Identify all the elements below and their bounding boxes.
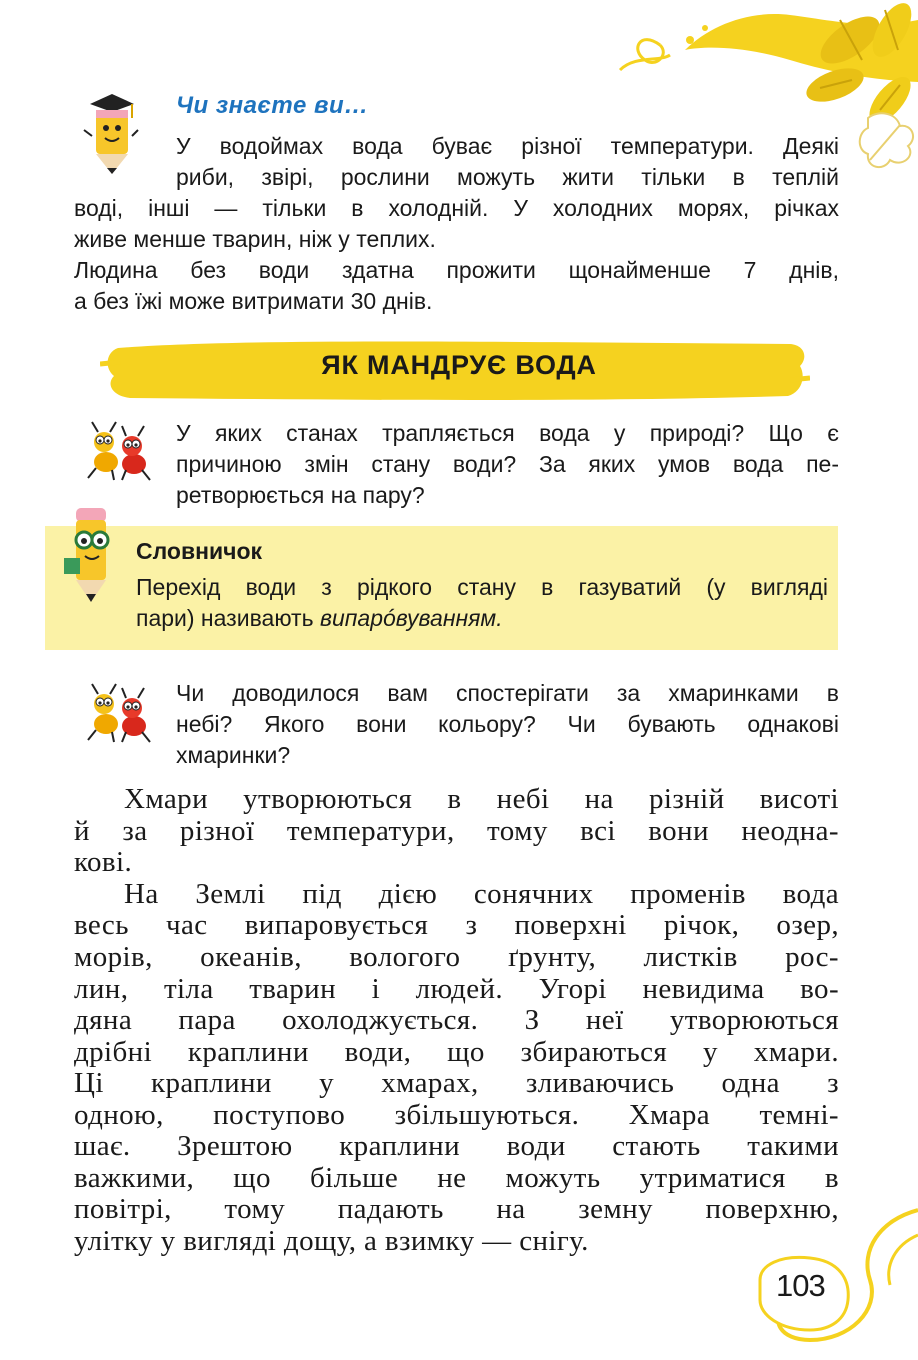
question1-line: причиною змін стану води? За яких умов вода пе- xyxy=(176,451,839,477)
paragraph2-line: На Землі під дією сонячних променів вода xyxy=(124,878,839,910)
question2-line: небі? Якого вони кольору? Чи бувають однакові xyxy=(176,711,839,737)
did-you-know-line: а без їжі може витримати 30 днів. xyxy=(74,288,433,314)
did-you-know-line: У водоймах вода буває різної температури. Деякі xyxy=(176,133,839,159)
paragraph1-line: кові. xyxy=(74,846,133,878)
paragraph2-line: дрібні краплини води, що збираються у хмари. xyxy=(74,1036,839,1068)
page-number: 103 xyxy=(776,1268,825,1303)
question1-line: ретворюється на пару? xyxy=(176,482,425,508)
paragraph2-line: весь час випаровується з поверхні річок, озер, xyxy=(74,909,839,941)
glossary-text: пари) називають xyxy=(136,605,320,631)
pencil-graduate-icon xyxy=(82,86,140,176)
glossary-title: Словничок xyxy=(136,538,263,564)
paragraph2-line: важкими, що більше не можуть утриматися в xyxy=(74,1162,839,1194)
ants-icon xyxy=(82,680,158,746)
paragraph2-line: морів, океанів, вологого ґрунту, листків рос- xyxy=(74,941,839,973)
glossary-line: Перехід води з рідкого стану в газуватий (у вигляді xyxy=(136,574,828,600)
glossary-line-2 xyxy=(136,603,828,634)
paragraph2-line: одною, поступово збільшуються. Хмара темні- xyxy=(74,1099,839,1131)
paragraph1-line: Хмари утворюються в небі на різній висоті xyxy=(124,783,839,815)
question2-line: хмаринки? xyxy=(176,742,291,768)
paragraph1-line: й за різної температури, тому всі вони неодна- xyxy=(74,815,839,847)
paragraph2-line: повітрі, тому падають на земну поверхню, xyxy=(74,1193,839,1225)
paragraph2-line: дяна пара охолоджується. З неї утворюються xyxy=(74,1004,839,1036)
paragraph2-line: шає. Зрештою краплини води стають такими xyxy=(74,1130,839,1162)
paragraph2-line: Ці краплини у хмарах, зливаючись одна з xyxy=(74,1067,839,1099)
question1-line: У яких станах трапляється вода у природі? Що є xyxy=(176,420,839,446)
did-you-know-line: риби, звірі, рослини можуть жити тільки в теплій xyxy=(176,164,839,190)
did-you-know-line: воді, інші — тільки в холодній. У холодних морях, річках xyxy=(74,195,839,221)
pencil-glasses-icon xyxy=(58,504,124,608)
question2-line: Чи доводилося вам спостерігати за хмаринками в xyxy=(176,680,839,706)
ants-icon xyxy=(82,418,158,484)
glossary-term: випарóвуванням. xyxy=(319,605,503,631)
paragraph2-line: лин, тіла тварин і людей. Угорі невидима во- xyxy=(74,973,839,1005)
did-you-know-line: Людина без води здатна прожити щонайменше 7 днів, xyxy=(74,257,839,283)
section-title: ЯК МАНДРУЄ ВОДА xyxy=(321,350,597,380)
paragraph2-line: улітку у вигляді дощу, а взимку — снігу. xyxy=(74,1225,589,1257)
did-you-know-line: живе менше тварин, ніж у теплих. xyxy=(74,226,436,252)
did-you-know-title: Чи знаєте ви… xyxy=(176,92,369,119)
